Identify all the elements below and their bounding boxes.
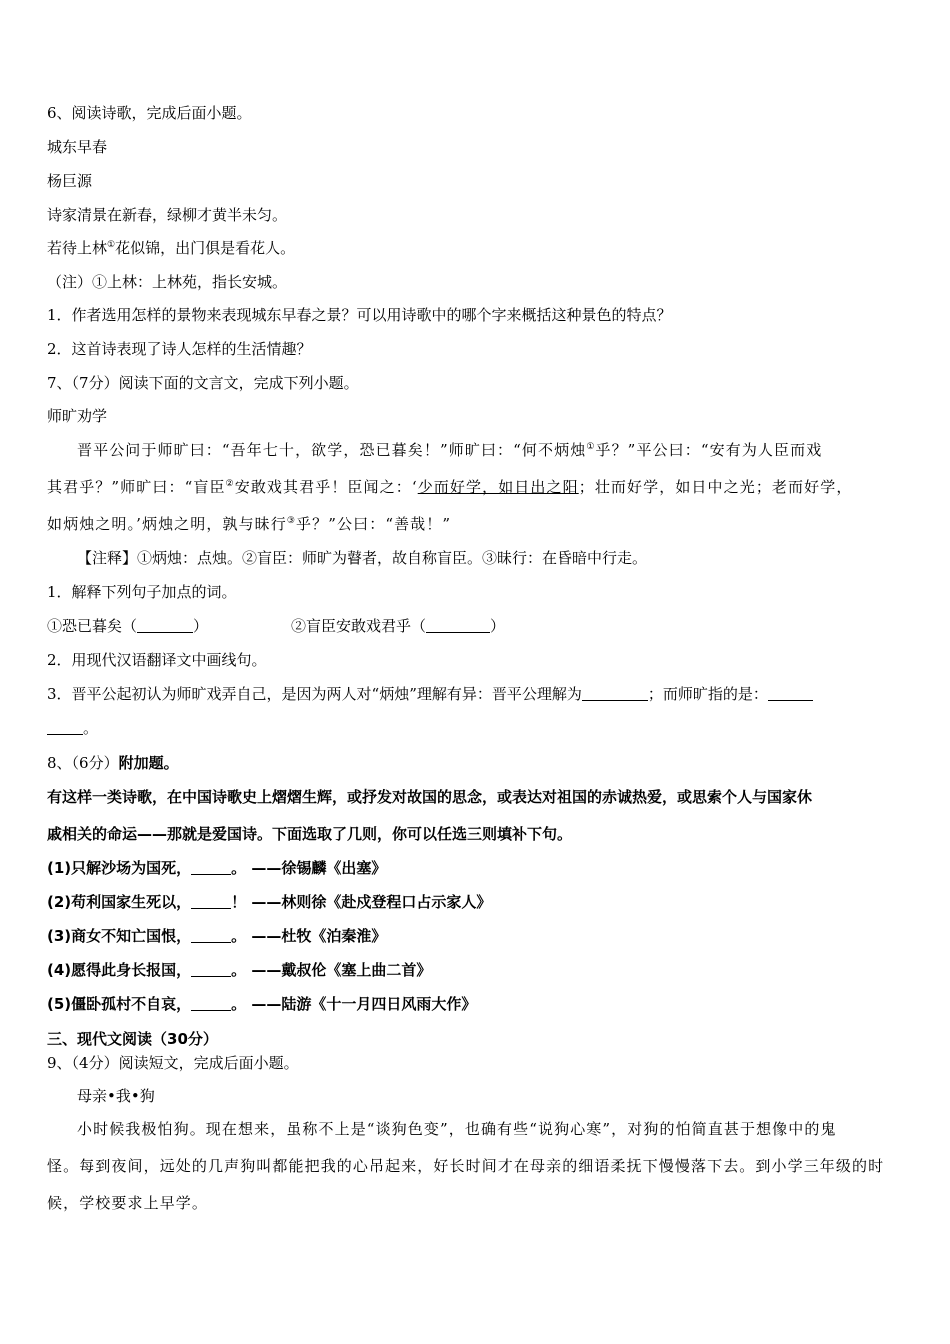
q7-p2-b: 安敢戏其君乎！臣闻之：‘ — [234, 478, 418, 496]
close-paren: ） — [490, 617, 506, 635]
q8-item-text: (5)僵卧孤村不自哀， — [47, 995, 192, 1013]
answer-blank[interactable] — [768, 686, 813, 701]
q9-passage-title: 母亲•我•狗 — [77, 1087, 155, 1105]
q8-item-text: (2)苟利国家生死以， — [47, 893, 192, 911]
q7-footnote-mark-1: ① — [586, 442, 596, 452]
q8-item-source: 。 ——戴叔伦《塞上曲二首》 — [231, 961, 432, 979]
q6-poem-line1: 诗家清景在新春，绿柳才黄半未匀。 — [47, 206, 288, 224]
q9-passage-line3: 候，学校要求上早学。 — [47, 1194, 209, 1212]
q6-title: 6、阅读诗歌，完成后面小题。 — [47, 104, 252, 122]
q7-sub1-item2-label: ②盲臣安敢戏君乎（ — [291, 617, 427, 635]
q7-sub1: 1．解释下列句子加点的词。 — [47, 583, 237, 601]
q8-item-source: 。 ——陆游《十一月四日风雨大作》 — [231, 995, 477, 1013]
q8-item-source: 。 ——杜牧《泊秦淮》 — [231, 927, 387, 945]
q8-item-2 — [47, 892, 491, 912]
q8-item-text: (3)商女不知亡国恨， — [47, 927, 192, 945]
q7-passage-line3 — [47, 514, 451, 534]
q7-p2-c: ；壮而好学，如日中之光；老而好学， — [578, 478, 853, 496]
q7-sub3 — [47, 684, 813, 704]
q7-p3-a: 如炳烛之明。’炳烛之明，孰与昧行 — [47, 515, 287, 533]
answer-blank[interactable] — [191, 894, 231, 909]
q8-item-text: (1)只解沙场为国死， — [47, 859, 192, 877]
q7-sub3-cont — [47, 718, 98, 738]
q7-sub1-item2 — [291, 616, 505, 636]
q7-p3-b: 乎？”公曰：“善哉！” — [296, 515, 452, 533]
close-paren: ） — [193, 617, 209, 635]
q7-p1-end: 乎？”平公曰：“安有为人臣而戏 — [595, 441, 823, 459]
answer-blank[interactable] — [191, 962, 231, 977]
section3-heading: 三、现代文阅读（30分） — [47, 1030, 218, 1048]
q8-item-5 — [47, 994, 476, 1014]
q7-sub3-text-a: 3．晋平公起初认为师旷戏弄自己，是因为两人对“炳烛”理解有异：晋平公理解为 — [47, 685, 582, 703]
q8-item-source: 。 ——徐锡麟《出塞》 — [231, 859, 387, 877]
q7-footnote-mark-2: ② — [225, 479, 235, 489]
q9-passage-line2: 怪。每到夜间，远处的几声狗叫都能把我的心吊起来，好长时间才在母亲的细语柔抚下慢慢落下去。到小学三年级的时 — [47, 1157, 885, 1175]
answer-blank[interactable] — [191, 996, 231, 1011]
q7-annotation: 【注释】①炳烛：点烛。②盲臣：师旷为瞽者，故自称盲臣。③昧行：在昏暗中行走。 — [77, 549, 648, 567]
q8-intro-line1: 有这样一类诗歌，在中国诗歌史上熠熠生辉，或抒发对故国的思念，或表达对祖国的赤诚热爱，或思索个人与国家休 — [47, 788, 813, 806]
q8-item-3 — [47, 926, 386, 946]
q7-passage-line1 — [77, 440, 822, 460]
answer-blank[interactable] — [47, 720, 83, 735]
q7-sub1-item1 — [47, 616, 208, 636]
q7-sub1-item1-label: ①恐已暮矣（ — [47, 617, 138, 635]
q8-item-text: (4)愿得此身长报国， — [47, 961, 192, 979]
q7-footnote-mark-3: ③ — [286, 516, 297, 526]
answer-blank[interactable] — [426, 618, 490, 633]
q8-label: 附加题。 — [118, 754, 179, 772]
q6-sub2: 2．这首诗表现了诗人怎样的生活情趣？ — [47, 340, 312, 358]
q6-note: （注）①上林：上林苑，指长安城。 — [47, 273, 288, 291]
q6-sub1: 1．作者选用怎样的景物来表现城东早春之景？可以用诗歌中的哪个字来概括这种景色的特点？ — [47, 306, 672, 324]
q7-p2-a: 其君乎？”师旷曰：“盲臣 — [47, 478, 226, 496]
q8-header — [47, 753, 179, 773]
q7-sub3-end: 。 — [83, 719, 99, 737]
q6-footnote-mark: ① — [107, 240, 116, 250]
q6-poet: 杨巨源 — [47, 172, 93, 190]
q7-title: 7、（7分）阅读下面的文言文，完成下列小题。 — [47, 374, 359, 392]
answer-blank[interactable] — [137, 618, 193, 633]
answer-blank[interactable] — [191, 928, 231, 943]
q7-p1-text: 晋平公问于师旷曰：“吾年七十，欲学，恐已暮矣！”师旷曰：“何不炳烛 — [77, 441, 587, 459]
q6-poem-line2-b: 花似锦，出门俱是看花人。 — [115, 239, 296, 257]
q9-passage-line1: 小时候我极怕狗。现在想来，虽称不上是“谈狗色变”，也确有些“说狗心寒”，对狗的怕简直甚于想像中的鬼 — [77, 1120, 837, 1138]
q7-underlined-sentence: 少而好学，如日出之阳 — [417, 478, 579, 496]
answer-blank[interactable] — [582, 686, 648, 701]
q6-poem-title: 城东早春 — [47, 138, 108, 156]
q8-item-source: ！ ——林则徐《赴戍登程口占示家人》 — [231, 893, 492, 911]
q6-poem-line2-a: 若待上林 — [47, 239, 108, 257]
q7-sub3-text-b: ；而师旷指的是： — [647, 685, 768, 703]
q6-poem-line2 — [47, 238, 295, 258]
q7-sub2: 2．用现代汉语翻译文中画线句。 — [47, 651, 267, 669]
q7-passage-title: 师旷劝学 — [47, 407, 108, 425]
q7-passage-line2 — [47, 477, 852, 497]
q9-title: 9、（4分）阅读短文，完成后面小题。 — [47, 1054, 299, 1072]
q8-number: 8、（6分） — [47, 754, 119, 772]
answer-blank[interactable] — [191, 860, 231, 875]
q8-intro-line2: 戚相关的命运——那就是爱国诗。下面选取了几则，你可以任选三则填补下句。 — [47, 825, 573, 843]
q8-item-4 — [47, 960, 431, 980]
q8-item-1 — [47, 858, 386, 878]
